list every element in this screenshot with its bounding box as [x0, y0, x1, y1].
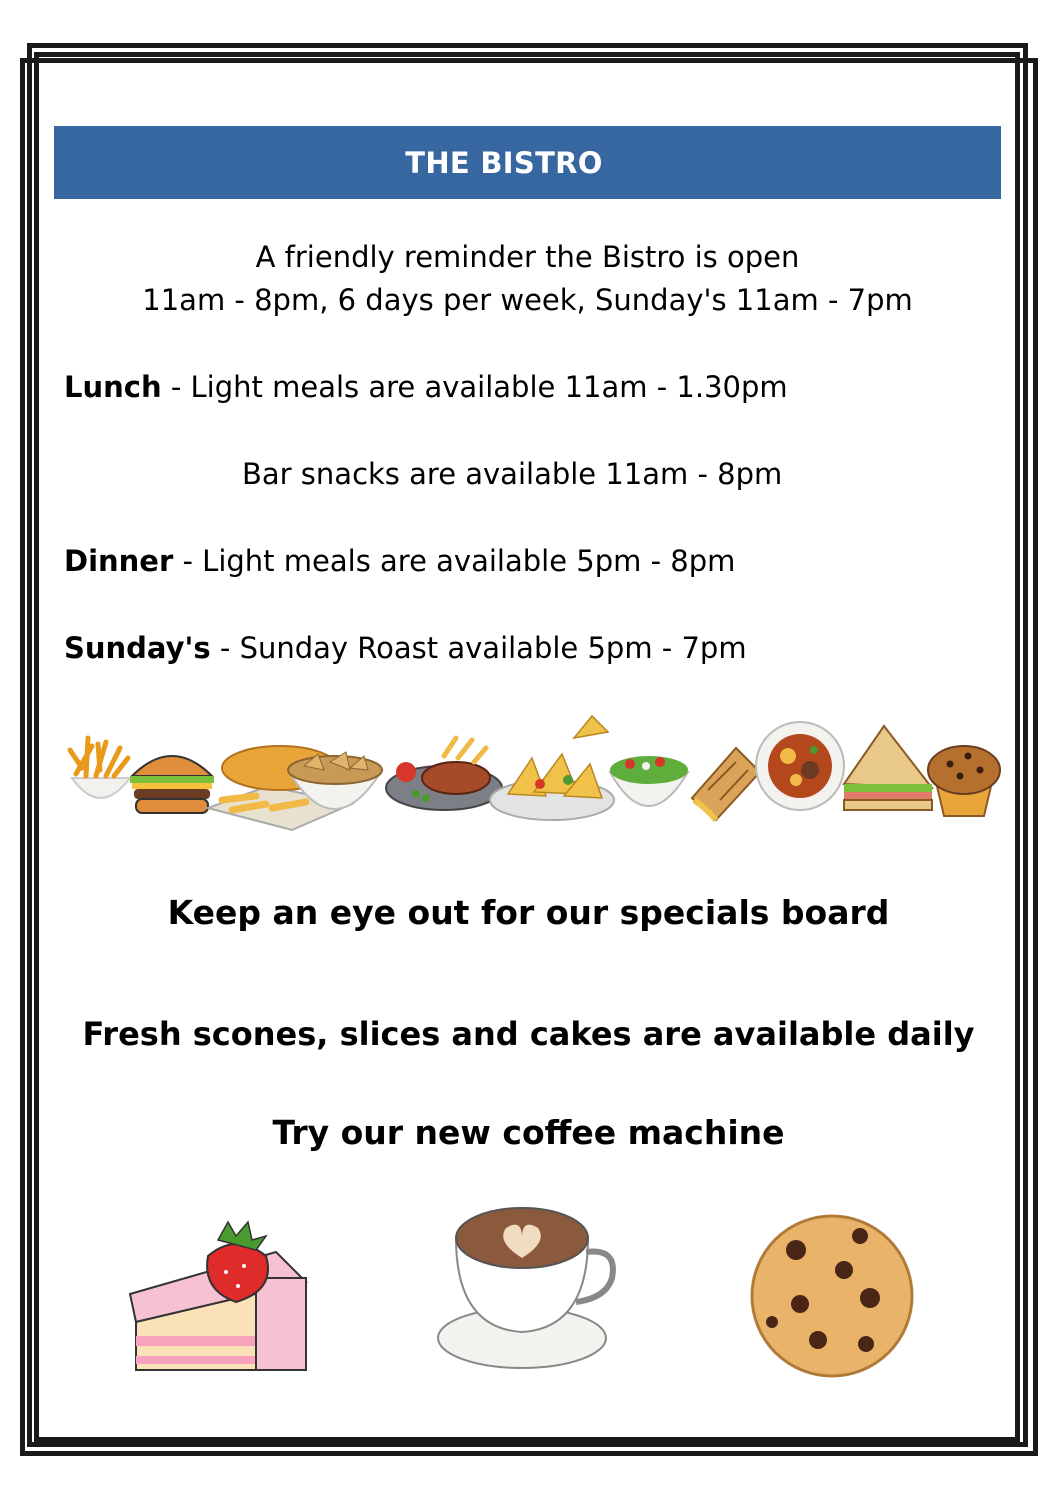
page-title: THE BISTRO — [405, 145, 603, 180]
nachos-icon — [490, 716, 614, 820]
coffee-notice: Try our new coffee machine — [272, 1113, 785, 1152]
lunch-text: - Light meals are available 11am - 1.30pm — [161, 370, 788, 404]
dinner-text: - Light meals are available 5pm - 8pm — [173, 544, 736, 578]
lunch-line — [64, 370, 788, 404]
sunday-line — [64, 631, 747, 665]
food-strip — [62, 708, 1002, 848]
coffee-cup-icon — [436, 1198, 618, 1374]
sunday-label: Sunday's — [64, 631, 211, 665]
stew-bowl-icon — [756, 722, 844, 810]
dinner-line — [64, 544, 735, 578]
fries-icon — [70, 738, 130, 798]
burger-icon — [130, 756, 214, 813]
sandwich-icon — [844, 726, 932, 810]
baking-notice: Fresh scones, slices and cakes are available daily — [82, 1015, 975, 1053]
sunday-text: - Sunday Roast available 5pm - 7pm — [210, 631, 747, 665]
bar-snacks-line: Bar snacks are available 11am - 8pm — [242, 457, 783, 491]
intro-line-2: 11am - 8pm, 6 days per week, Sunday's 11am - 7pm — [142, 283, 913, 317]
title-banner — [54, 126, 1001, 199]
specials-notice: Keep an eye out for our specials board — [167, 893, 890, 932]
cookie-icon — [748, 1212, 916, 1380]
muffin-icon — [928, 746, 1000, 816]
salad-bowl-icon — [610, 756, 688, 806]
intro-line-1: A friendly reminder the Bistro is open — [255, 240, 800, 274]
strawberry-cake-icon — [126, 1212, 312, 1384]
lunch-label: Lunch — [64, 370, 162, 404]
dinner-label: Dinner — [64, 544, 174, 578]
toastie-icon — [692, 748, 760, 820]
steak-plate-icon — [386, 738, 502, 810]
